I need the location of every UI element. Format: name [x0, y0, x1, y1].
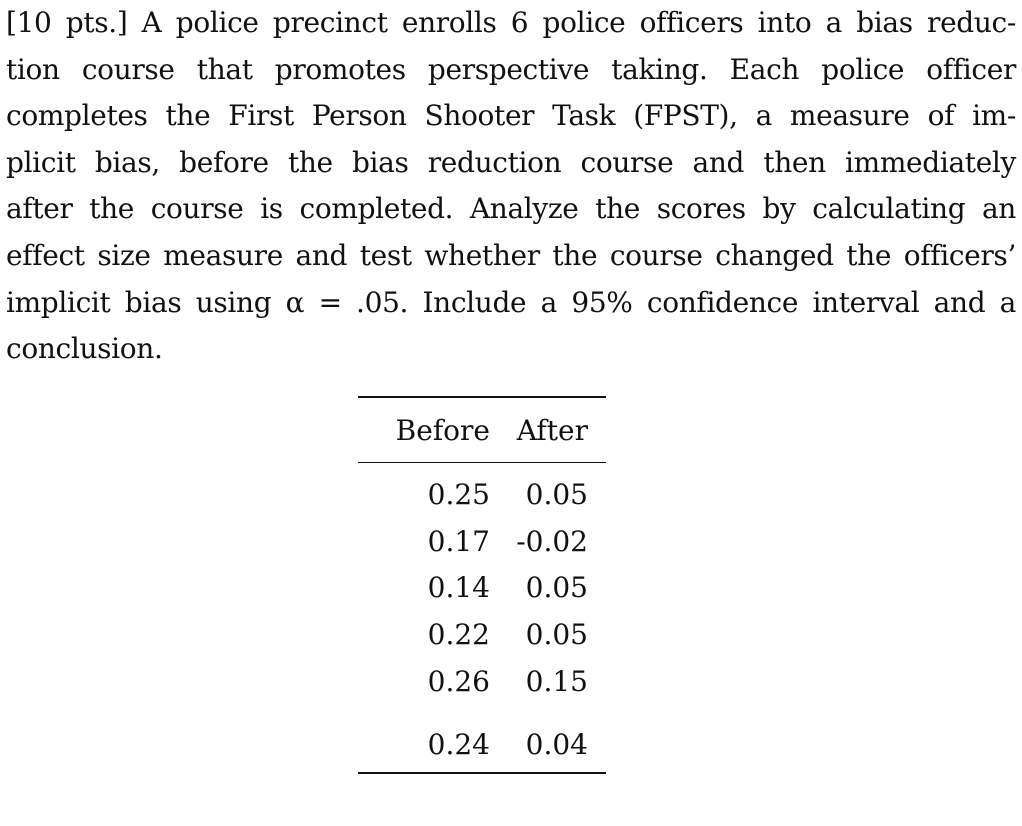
problem-line: completes the First Person Shooter Task (FPST), a measure of im- [6, 99, 1016, 133]
after-value: 0.04 [525, 727, 588, 761]
header-before: Before [395, 413, 490, 447]
problem-line: tion course that promotes perspective taking. Each police officer [6, 52, 1016, 86]
problem-line: conclusion. [6, 332, 163, 366]
problem-statement [6, 0, 1016, 373]
after-value: 0.15 [525, 665, 588, 699]
table-row [358, 471, 606, 518]
after-value: -0.02 [516, 524, 588, 558]
table-row [358, 721, 606, 768]
scores-table [358, 396, 606, 774]
table-header-row [358, 398, 606, 462]
after-value: 0.05 [525, 477, 588, 511]
table-row [358, 658, 606, 705]
problem-line: effect size measure and test whether the course changed the officers’ [6, 238, 1016, 272]
table-row [358, 518, 606, 565]
before-value: 0.24 [427, 727, 490, 761]
bottom-rule [358, 772, 606, 774]
problem-line: after the course is completed. Analyze the scores by calculating an [6, 192, 1016, 226]
before-value: 0.17 [427, 524, 490, 558]
table-row [358, 611, 606, 658]
table-body [358, 463, 606, 772]
after-value: 0.05 [525, 571, 588, 605]
before-value: 0.26 [427, 665, 490, 699]
before-value: 0.14 [427, 571, 490, 605]
after-value: 0.05 [525, 618, 588, 652]
problem-line: plicit bias, before the bias reduction course and then immediately [6, 145, 1016, 179]
problem-line: implicit bias using α = .05. Include a 95% confidence interval and a [6, 285, 1016, 319]
table-row [358, 565, 606, 612]
before-value: 0.22 [427, 618, 490, 652]
header-after: After [516, 413, 588, 447]
before-value: 0.25 [427, 477, 490, 511]
problem-line: [10 pts.] A police precinct enrolls 6 police officers into a bias reduc- [6, 6, 1016, 39]
